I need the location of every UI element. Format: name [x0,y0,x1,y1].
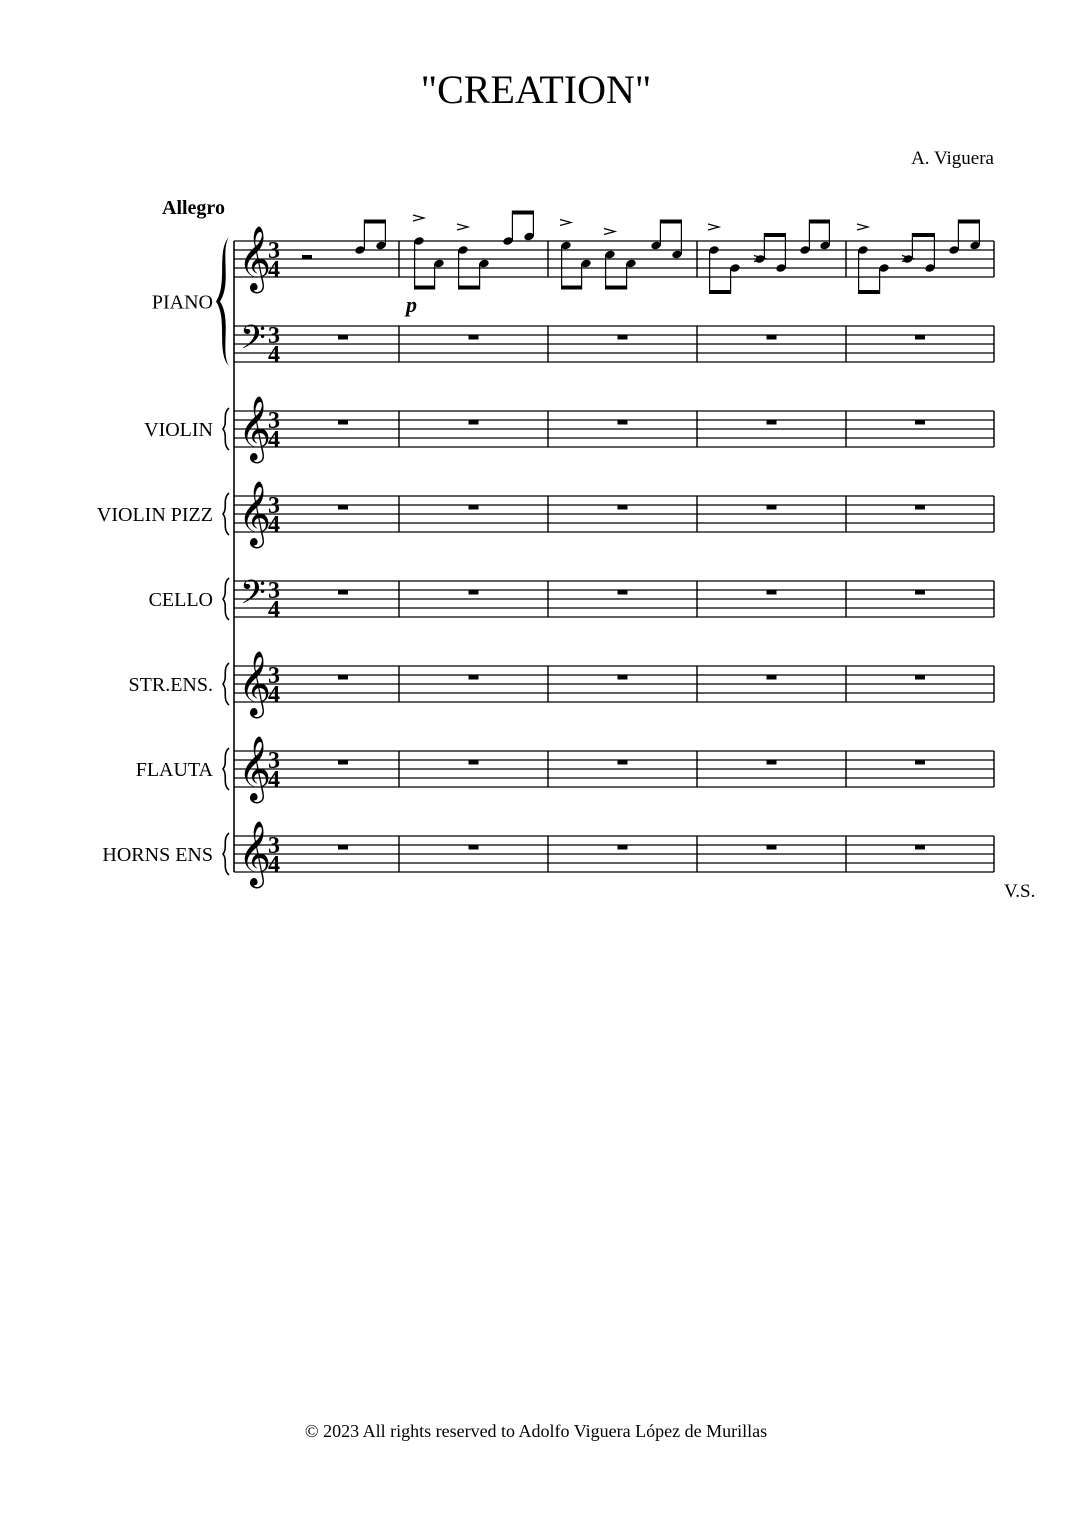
time-signature-numerator: 3 [268,748,280,774]
note-beam [512,211,533,215]
accent-mark [457,224,468,230]
bass-clef: 𝄢 [240,319,266,365]
time-signature-numerator: 3 [268,323,280,349]
instrument-label: CELLO [148,589,213,611]
whole-rest [767,335,777,340]
instrument-label: PIANO [151,291,213,314]
time-signature-denominator: 4 [268,767,280,793]
instrument-label: VIOLIN [144,419,213,441]
whole-rest [915,335,925,340]
note-beam [562,286,582,290]
whole-rest [767,505,777,510]
whole-rest [618,760,628,765]
note-beam [859,290,880,294]
time-signature-numerator: 3 [268,663,280,689]
whole-rest [469,845,479,850]
whole-rest [767,760,777,765]
volti-subito-mark: V.S. [1004,881,1036,902]
treble-clef: 𝄞 [238,396,272,461]
whole-rest [338,590,348,595]
composer-name: A. Viguera [911,148,994,169]
whole-rest [618,505,628,510]
whole-rest [915,420,925,425]
bass-clef: 𝄢 [240,574,266,620]
time-signature-denominator: 4 [268,597,280,623]
tempo-marking: Allegro [162,197,225,219]
note-beam [364,220,385,224]
treble-clef: 𝄞 [238,481,272,546]
whole-rest [767,845,777,850]
time-signature-numerator: 3 [268,238,280,264]
whole-rest [767,420,777,425]
whole-rest [618,420,628,425]
whole-rest [469,675,479,680]
staff [234,574,994,623]
staff-brace [223,408,229,450]
whole-rest [915,675,925,680]
note-beam [606,286,627,290]
staff [234,396,994,463]
instrument-label: HORNS ENS [102,844,213,866]
note-beam [710,290,731,294]
staff [234,481,994,548]
time-signature-denominator: 4 [268,682,280,708]
staff [234,736,994,803]
instrument-label: VIOLIN PIZZ [96,504,213,526]
half-rest [302,255,312,259]
grand-staff-brace [216,237,229,366]
whole-rest [338,505,348,510]
whole-rest [767,675,777,680]
note-beam [660,220,681,224]
time-signature-numerator: 3 [268,833,280,859]
treble-clef: 𝄞 [238,226,272,291]
staff [234,651,994,718]
whole-rest [915,505,925,510]
whole-rest [767,590,777,595]
whole-rest [338,675,348,680]
accent-mark [560,220,571,226]
whole-rest [915,760,925,765]
whole-rest [469,590,479,595]
whole-rest [338,760,348,765]
whole-rest [915,845,925,850]
copyright-notice: © 2023 All rights reserved to Adolfo Viguera López de Murillas [304,1421,768,1441]
whole-rest [338,420,348,425]
whole-rest [469,420,479,425]
whole-rest [469,335,479,340]
note-beam [809,220,829,224]
whole-rest [469,760,479,765]
time-signature-denominator: 4 [268,852,280,878]
accent-mark [857,224,868,230]
treble-clef: 𝄞 [238,821,272,886]
whole-rest [338,845,348,850]
whole-rest [618,675,628,680]
instrument-label: FLAUTA [135,759,213,781]
time-signature-numerator: 3 [268,578,280,604]
note-beam [415,286,435,290]
accent-mark [413,215,424,221]
whole-rest [618,335,628,340]
staff [234,319,994,368]
staff-brace [223,833,229,875]
note-beam [958,220,979,224]
score-title: "CREATION" [420,67,652,112]
time-signature-numerator: 3 [268,408,280,434]
time-signature-denominator: 4 [268,342,280,368]
accent-mark [708,224,719,230]
note-beam [912,233,934,237]
staff-brace [223,748,229,790]
whole-rest [618,590,628,595]
time-signature-denominator: 4 [268,427,280,453]
whole-rest [338,335,348,340]
whole-rest [618,845,628,850]
instrument-label: STR.ENS. [128,674,213,696]
time-signature-denominator: 4 [268,512,280,538]
dynamic-marking: p [406,292,417,317]
time-signature-numerator: 3 [268,493,280,519]
staff-brace [223,493,229,535]
accent-mark [604,229,615,235]
whole-rest [915,590,925,595]
treble-clef: 𝄞 [238,651,272,716]
note-beam [764,233,785,237]
note-beam [459,286,480,290]
staff-brace [223,663,229,705]
treble-clef: 𝄞 [238,736,272,801]
staff [234,821,994,888]
whole-rest [469,505,479,510]
time-signature-denominator: 4 [268,257,280,283]
staff-brace [223,578,229,620]
